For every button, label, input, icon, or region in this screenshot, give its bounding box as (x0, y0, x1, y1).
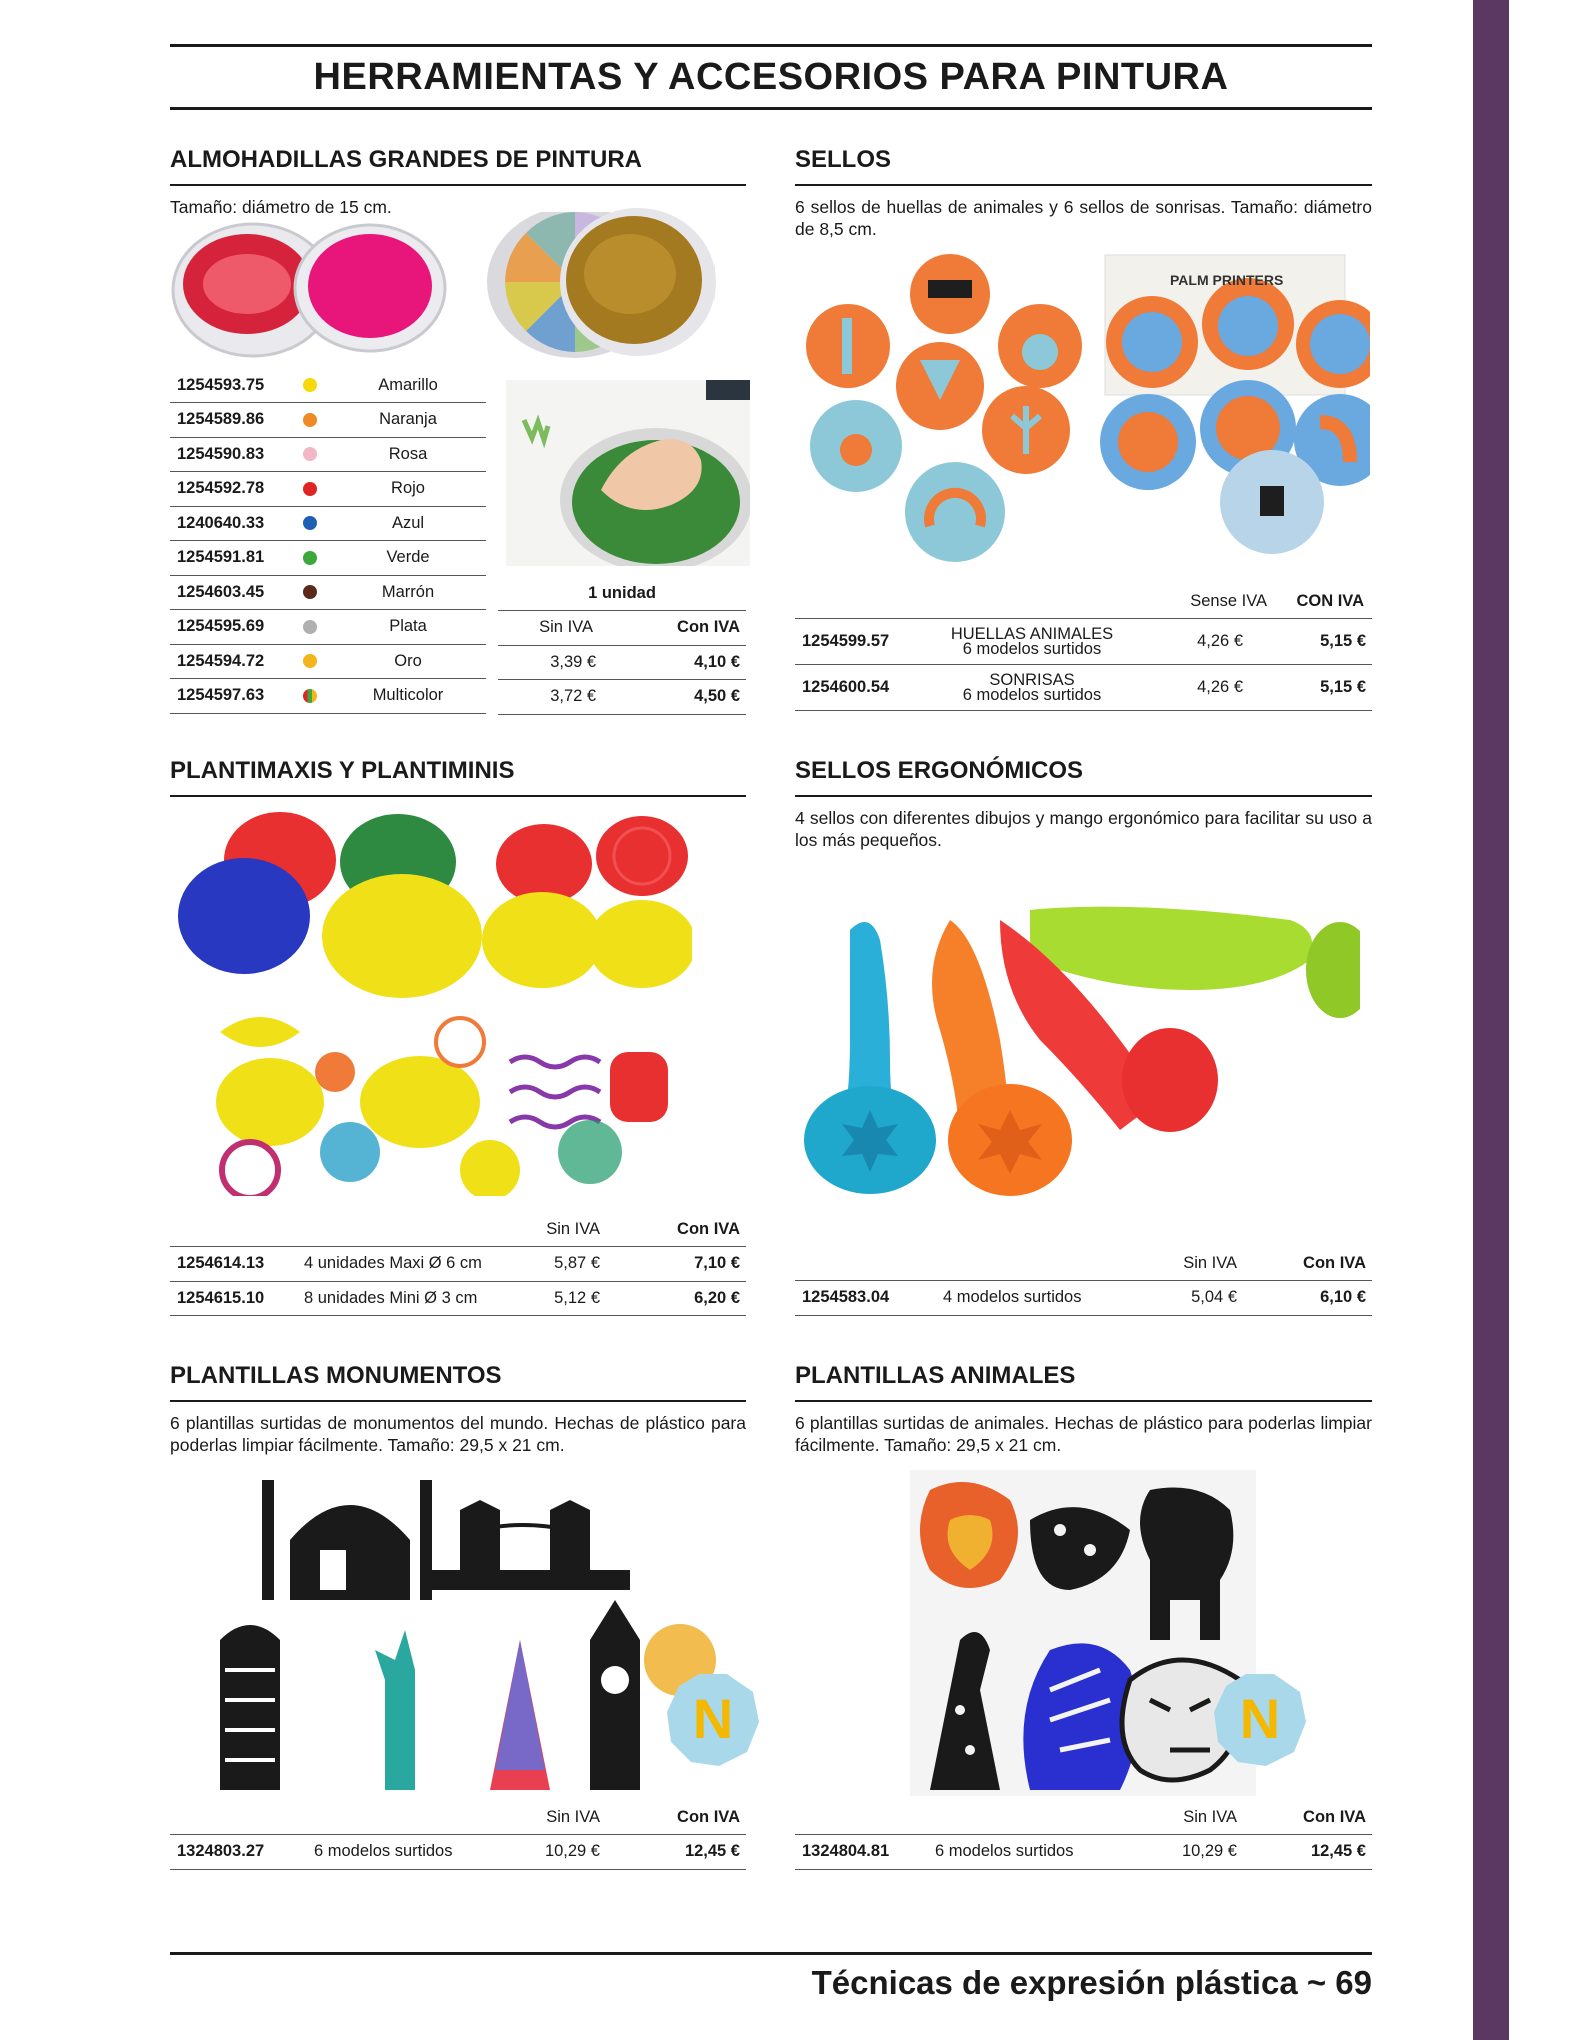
price-sin: 10,29 € (512, 1835, 630, 1870)
price-sin: 4,26 € (1151, 665, 1269, 711)
price-table (498, 576, 746, 715)
product-code: 1254583.04 (795, 1281, 921, 1316)
page-header (170, 44, 1372, 110)
new-badge-letter: N (1239, 1687, 1281, 1750)
animals-stencil-image (910, 1470, 1256, 1796)
new-badge (1212, 1672, 1308, 1768)
price-con: 4,50 € (634, 680, 746, 715)
new-badge-letter: N (692, 1687, 734, 1750)
stamps-photo (800, 250, 1370, 570)
price-sin: 4,26 € (1151, 619, 1269, 665)
maxi-stamps-photo (172, 800, 692, 998)
section-plantimaxis (170, 757, 746, 797)
monumentos-price-table (170, 1800, 746, 1870)
color-swatch-icon (303, 516, 317, 530)
color-swatch-icon (303, 585, 317, 599)
color-name: Plata (330, 610, 486, 645)
monuments-stencil-image (170, 1470, 730, 1790)
hand-print-photo (506, 380, 750, 566)
col-sin-iva: Sin IVA (1149, 1246, 1267, 1281)
almohadillas-price-table (498, 576, 746, 715)
color-swatch-icon (303, 482, 317, 496)
color-name: Oro (330, 644, 486, 679)
color-row (170, 679, 486, 714)
section-description: Tamaño: diámetro de 15 cm. (170, 197, 392, 217)
price-con: 12,45 € (1267, 1835, 1372, 1870)
section-title: ALMOHADILLAS GRANDES DE PINTURA (170, 146, 746, 186)
product-code: 1254589.86 (170, 403, 290, 438)
table-row (795, 1281, 1372, 1316)
product-code: 1324804.81 (795, 1835, 921, 1870)
section-title: PLANTILLAS MONUMENTOS (170, 1362, 746, 1402)
color-row (170, 506, 486, 541)
price-con: 5,15 € (1269, 665, 1372, 711)
product-code: 1254597.63 (170, 679, 290, 714)
col-con-iva: Con IVA (630, 1800, 746, 1835)
col-sin-iva: Sin IVA (498, 611, 634, 646)
footer-divider (170, 1952, 1372, 1955)
product-code: 1254591.81 (170, 541, 290, 576)
price-table (170, 1800, 746, 1870)
price-table (795, 1246, 1372, 1316)
product-code: 1254599.57 (795, 619, 913, 665)
section-description: 4 sellos con diferentes dibujos y mango ergonómico para facilitar su uso a los más pequeños. (795, 808, 1372, 850)
color-name: Amarillo (330, 368, 486, 403)
price-header: 1 unidad (498, 576, 746, 611)
color-name: Rosa (330, 437, 486, 472)
color-name: Azul (330, 506, 486, 541)
product-desc: 6 modelos surtidos (296, 1835, 512, 1870)
color-name: Verde (330, 541, 486, 576)
col-con-iva: Con IVA (1267, 1800, 1372, 1835)
color-name: Rojo (330, 472, 486, 507)
product-desc: 4 modelos surtidos (921, 1281, 1149, 1316)
price-table (170, 1212, 746, 1316)
section-sellos (795, 146, 1372, 240)
table-row (170, 1281, 746, 1316)
color-swatch-icon (303, 413, 317, 427)
plantimaxis-price-table (170, 1212, 746, 1316)
color-row (170, 368, 486, 403)
price-row (498, 645, 746, 680)
color-row (170, 610, 486, 645)
pad-brand-label: PALM PRINTERS (1170, 272, 1284, 288)
color-swatch-icon (303, 620, 317, 634)
price-sin: 5,04 € (1149, 1281, 1267, 1316)
color-name: Marrón (330, 575, 486, 610)
color-swatch-icon (303, 378, 317, 392)
price-row (498, 680, 746, 715)
product-subname: 6 modelos surtidos (962, 639, 1102, 658)
col-con-iva: CON IVA (1269, 584, 1372, 619)
price-table (795, 1800, 1372, 1870)
mini-stamps-photo (210, 1012, 668, 1196)
color-table (170, 368, 486, 714)
price-con: 7,10 € (630, 1247, 746, 1282)
product-name: SONRISAS (989, 670, 1075, 689)
section-description: 6 plantillas surtidas de monumentos del mundo. Hechas de plástico para poderlas limpiar fácilmente. Tamaño: 29,5 x 21 cm. (170, 1413, 746, 1455)
sellos-price-table (795, 584, 1372, 711)
col-sin-iva: Sin IVA (512, 1212, 630, 1247)
section-title: SELLOS ERGONÓMICOS (795, 757, 1372, 797)
product-code: 1324803.27 (170, 1835, 296, 1870)
product-code: 1254615.10 (170, 1281, 296, 1316)
product-code: 1240640.33 (170, 506, 290, 541)
section-ergonomicos (795, 757, 1372, 851)
color-swatch-icon (303, 551, 317, 565)
price-con: 6,10 € (1267, 1281, 1372, 1316)
price-sin: 3,72 € (498, 680, 634, 715)
ergonomic-stamps-photo (800, 870, 1360, 1200)
table-row (795, 665, 1372, 711)
color-name: Naranja (330, 403, 486, 438)
color-swatch-icon (303, 654, 317, 668)
table-row (170, 1247, 746, 1282)
col-con-iva: Con IVA (634, 611, 746, 646)
price-sin: 3,39 € (498, 645, 634, 680)
price-con: 5,15 € (1269, 619, 1372, 665)
color-row (170, 575, 486, 610)
product-code: 1254595.69 (170, 610, 290, 645)
section-animales (795, 1362, 1372, 1456)
section-description: 6 sellos de huellas de animales y 6 sellos de sonrisas. Tamaño: diámetro de 8,5 cm. (795, 197, 1372, 239)
color-name: Multicolor (330, 679, 486, 714)
section-title: PLANTIMAXIS Y PLANTIMINIS (170, 757, 746, 797)
product-code: 1254614.13 (170, 1247, 296, 1282)
col-con-iva: Con IVA (1267, 1246, 1372, 1281)
product-code: 1254592.78 (170, 472, 290, 507)
gold-pad-image (560, 200, 720, 360)
col-con-iva: Con IVA (630, 1212, 746, 1247)
product-code: 1254590.83 (170, 437, 290, 472)
col-sin-iva: Sin IVA (1149, 1800, 1267, 1835)
price-table (795, 584, 1372, 711)
price-con: 4,10 € (634, 645, 746, 680)
color-swatch-icon (303, 447, 317, 461)
price-sin: 10,29 € (1149, 1835, 1267, 1870)
color-row (170, 403, 486, 438)
ergonomicos-price-table (795, 1246, 1372, 1316)
product-code: 1254593.75 (170, 368, 290, 403)
product-code: 1254594.72 (170, 644, 290, 679)
table-row (795, 1835, 1372, 1870)
page-title: HERRAMIENTAS Y ACCESORIOS PARA PINTURA (313, 55, 1229, 98)
section-title: SELLOS (795, 146, 1372, 186)
almohadillas-color-list (170, 368, 486, 714)
color-row (170, 437, 486, 472)
col-sin-iva: Sin IVA (512, 1800, 630, 1835)
price-sin: 5,12 € (512, 1281, 630, 1316)
product-code: 1254603.45 (170, 575, 290, 610)
price-con: 12,45 € (630, 1835, 746, 1870)
product-desc: 4 unidades Maxi Ø 6 cm (296, 1247, 512, 1282)
col-sin-iva: Sense IVA (1151, 584, 1269, 619)
page-footer: Técnicas de expresión plástica ~ 69 (811, 1964, 1372, 2001)
color-row (170, 472, 486, 507)
product-desc: 6 modelos surtidos (921, 1835, 1149, 1870)
table-row (170, 1835, 746, 1870)
price-con: 6,20 € (630, 1281, 746, 1316)
product-code: 1254600.54 (795, 665, 913, 711)
side-color-bar (1473, 0, 1509, 2040)
section-monumentos (170, 1362, 746, 1456)
color-row (170, 541, 486, 576)
color-row (170, 644, 486, 679)
product-desc: 8 unidades Mini Ø 3 cm (296, 1281, 512, 1316)
color-swatch-icon (303, 689, 317, 703)
animales-price-table (795, 1800, 1372, 1870)
product-subname: 6 modelos surtidos (962, 685, 1102, 704)
product-name: HUELLAS ANIMALES (950, 624, 1114, 643)
section-description: 6 plantillas surtidas de animales. Hechas de plástico para poderlas limpiar fácilmente. Tamaño: 29,5 x 21 cm. (795, 1413, 1372, 1455)
price-sin: 5,87 € (512, 1247, 630, 1282)
table-row (795, 619, 1372, 665)
new-badge (665, 1672, 761, 1768)
section-title: PLANTILLAS ANIMALES (795, 1362, 1372, 1402)
